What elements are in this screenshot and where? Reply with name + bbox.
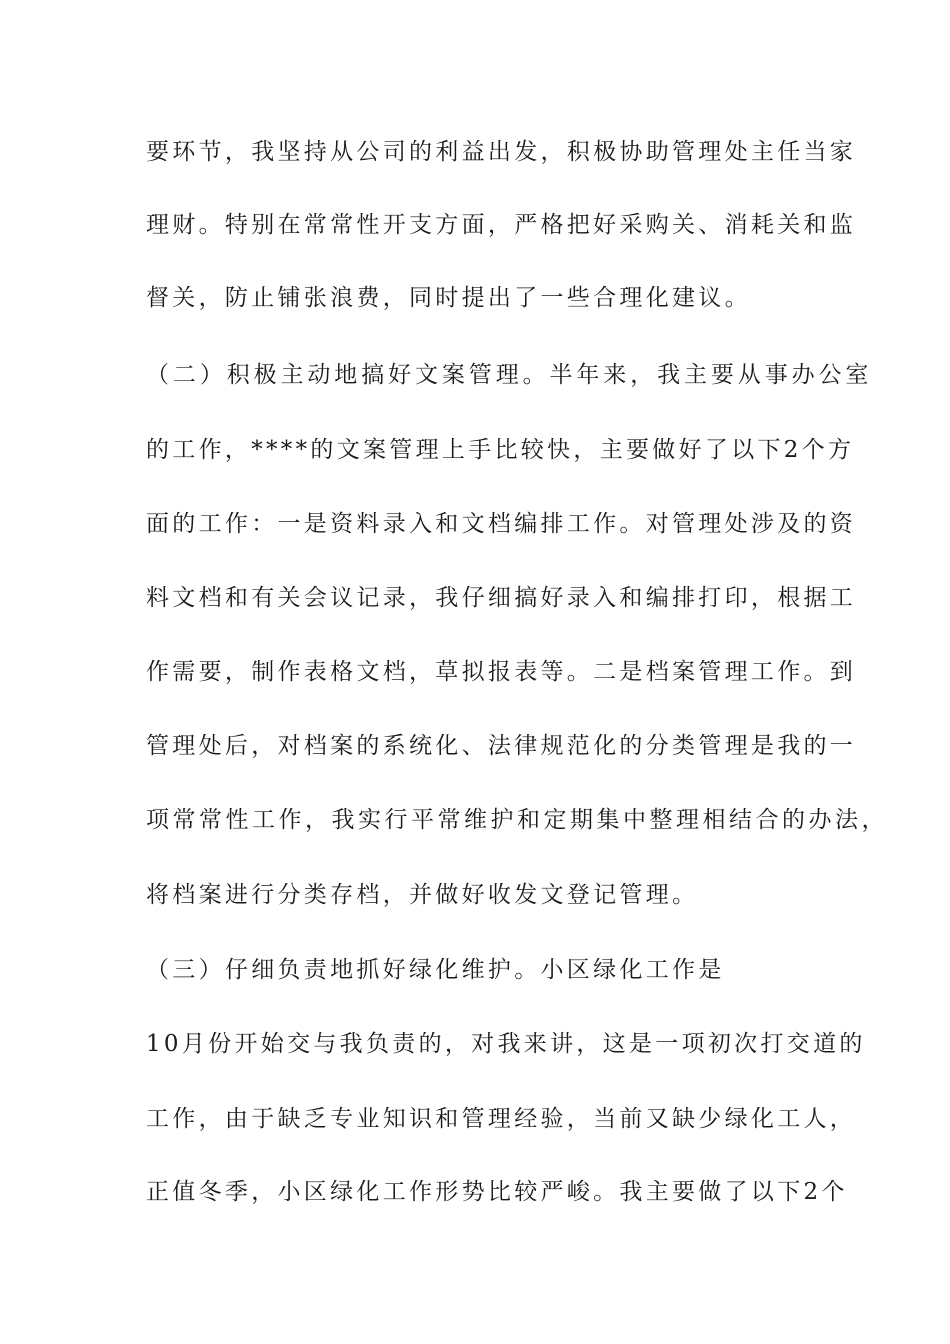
text-line: 面的工作：一是资料录入和文档编排工作。对管理处涉及的资 (146, 511, 857, 537)
text-line: 将档案进行分类存档，并做好收发文登记管理。 (146, 882, 699, 908)
section-heading-line: （二）积极主动地搞好文案管理。半年来，我主要从事办公室 (146, 362, 873, 388)
text-line: 理财。特别在常常性开支方面，严格把好采购关、消耗关和监 (146, 212, 857, 238)
text-line: 管理处后，对档案的系统化、法律规范化的分类管理是我的一 (146, 733, 857, 759)
text-line: 的工作，****的文案管理上手比较快，主要做好了以下2个方 (146, 437, 855, 463)
text-line: 10月份开始交与我负责的，对我来讲，这是一项初次打交道的 (146, 1031, 866, 1057)
text-line: 作需要，制作表格文档，草拟报表等。二是档案管理工作。到 (146, 659, 857, 685)
section-heading-line: （三）仔细负责地抓好绿化维护。小区绿化工作是 (146, 957, 725, 983)
text-line: 要环节，我坚持从公司的利益出发，积极协助管理处主任当家 (146, 139, 857, 165)
text-line: 工作，由于缺乏专业知识和管理经验，当前又缺少绿化工人， (146, 1106, 857, 1132)
text-line: 正值冬季，小区绿化工作形势比较严峻。我主要做了以下2个 (146, 1179, 848, 1205)
text-line: 料文档和有关会议记录，我仔细搞好录入和编排打印，根据工 (146, 585, 857, 611)
text-line: 项常常性工作，我实行平常维护和定期集中整理相结合的办法， (146, 807, 888, 833)
text-line: 督关，防止铺张浪费，同时提出了一些合理化建议。 (146, 285, 751, 311)
